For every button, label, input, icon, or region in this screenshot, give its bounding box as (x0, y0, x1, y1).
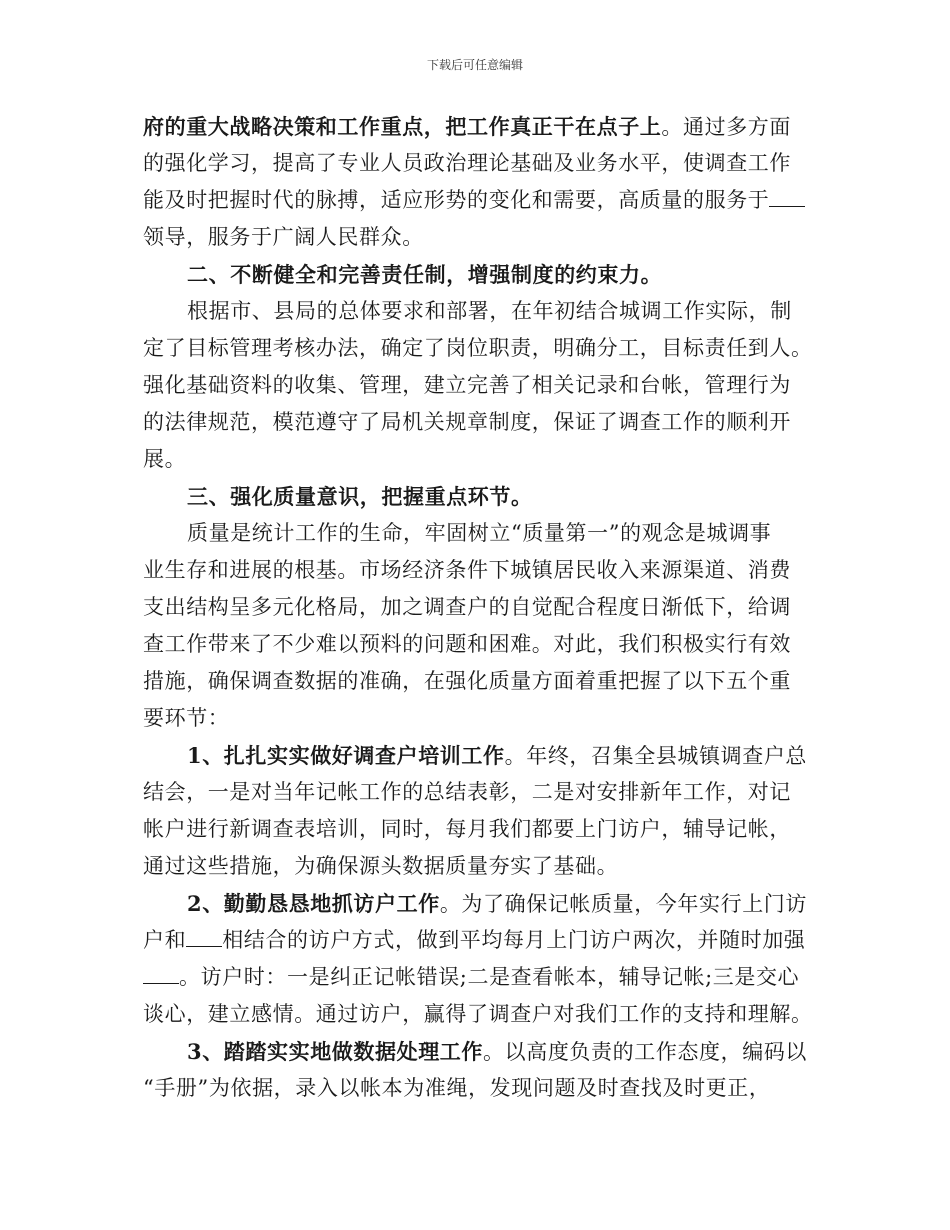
section-heading-2: 二、不断健全和完善责任制，增强制度的约束力。 (187, 262, 663, 287)
paragraph-2-line-4: 的法律规范，模范遵守了局机关规章制度，保证了调查工作的顺利开 (143, 410, 791, 434)
section-heading-3: 三、强化质量意识，把握重点环节。 (187, 484, 533, 509)
item-1-line-2: 结会，一是对当年记帐工作的总结表彰，二是对安排新年工作，对记 (143, 780, 791, 804)
text-span: 。年终，召集全县城镇调查户总 (504, 744, 808, 768)
paragraph-3-line-6: 要环节： (143, 706, 230, 730)
fill-blank (143, 965, 179, 984)
paragraph-1-line-2: 的强化学习，提高了专业人员政治理论基础及业务水平，使调查工作 (143, 151, 791, 175)
item-2-title: 2、勤勤恳恳地抓访户工作 (187, 891, 440, 916)
text-span: 。以高度负责的工作态度，编码以 (483, 1040, 808, 1064)
bold-phrase: 府的重大战略决策和工作重点，把工作真正干在点子上 (143, 114, 662, 139)
paragraph-1-line-4: 领导，服务于广阔人民群众。 (143, 225, 424, 249)
paragraph-3-line-3: 支出结构呈多元化格局，加之调查户的自觉配合程度日渐低下，给调 (143, 595, 791, 619)
paragraph-2-line-3: 强化基础资料的收集、管理，建立完善了相关记录和台帐，管理行为 (143, 373, 791, 397)
text-span: 能及时把握时代的脉搏，适应形势的变化和需要，高质量的服务于 (143, 188, 770, 212)
document-body (143, 108, 815, 1107)
item-2-line-2 (143, 922, 815, 959)
paragraph-1-line-3 (143, 182, 815, 219)
paragraph-2-line-2: 定了目标管理考核办法，确定了岗位职责，明确分工，目标责任到人。 (143, 336, 813, 360)
item-3-line-1 (143, 1033, 815, 1070)
text-span: 。访户时：一是纠正记帐错误;二是查看帐本，辅导记帐;三是交心 (179, 965, 800, 989)
item-2-line-1 (143, 885, 815, 922)
paragraph-3-line-4: 查工作带来了不少难以预料的问题和困难。对此，我们积极实行有效 (143, 632, 791, 656)
paragraph-2-line-5: 展。 (143, 447, 187, 471)
paragraph-3-line-1: 质量是统计工作的生命，牢固树立“质量第一”的观念是城调事 (187, 521, 772, 545)
item-2-line-3 (143, 959, 815, 996)
item-2-line-4: 谈心，建立感情。通过访户，赢得了调查户对我们工作的支持和理解。 (143, 1002, 813, 1026)
paragraph-2-line-1: 根据市、县局的总体要求和部署，在年初结合城调工作实际，制 (187, 299, 792, 323)
item-1-line-4: 通过这些措施，为确保源头数据质量夯实了基础。 (143, 854, 619, 878)
item-1-title: 1、扎扎实实做好调查户培训工作 (187, 743, 505, 768)
text-span: 。通过多方面 (661, 115, 792, 139)
paragraph-3-line-2: 业生存和进展的根基。市场经济条件下城镇居民收入来源渠道、消费 (143, 558, 791, 582)
item-3-line-2: “手册”为依据，录入以帐本为准绳，发现问题及时查找及时更正， (143, 1076, 771, 1100)
paragraph-3-line-5: 措施，确保调查数据的准确，在强化质量方面着重把握了以下五个重 (143, 669, 791, 693)
item-1-line-1 (143, 737, 815, 774)
text-span: 户和 (143, 928, 187, 952)
fill-blank (769, 188, 805, 207)
paragraph-1-line-1 (143, 108, 815, 145)
item-3-title: 3、踏踏实实地做数据处理工作 (187, 1039, 484, 1064)
text-span: 。为了确保记帐质量，今年实行上门访 (439, 892, 808, 916)
item-1-line-3: 帐户进行新调查表培训，同时，每月我们都要上门访户，辅导记帐， (143, 817, 791, 841)
text-span: 相结合的访户方式，做到平均每月上门访户两次，并随时加强 (222, 928, 806, 952)
fill-blank (186, 928, 222, 947)
page-header-note: 下载后可任意编辑 (426, 58, 523, 72)
